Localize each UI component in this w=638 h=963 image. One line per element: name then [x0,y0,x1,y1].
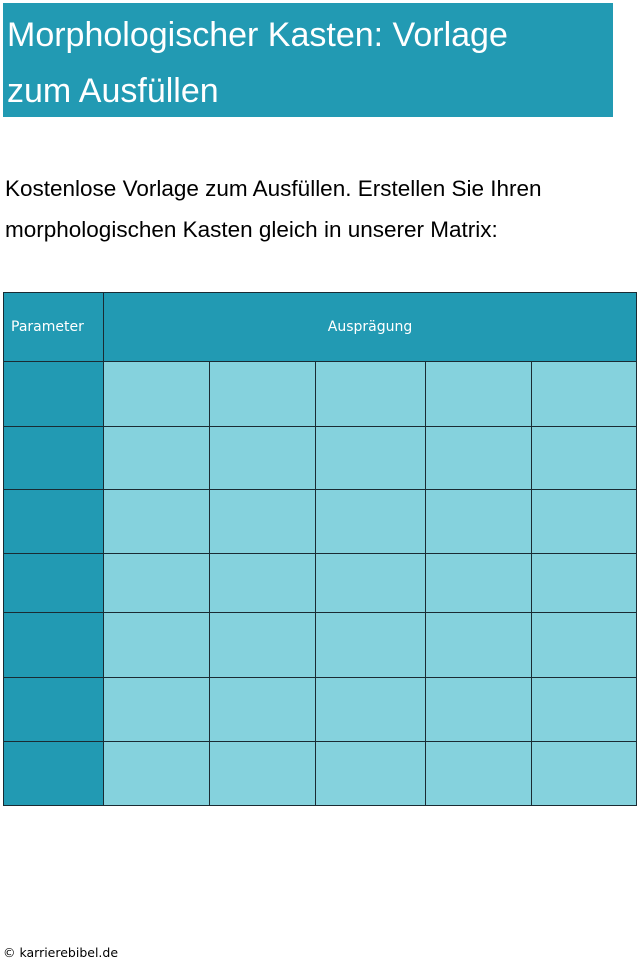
auspraegung-cell[interactable] [104,742,210,806]
page-title [7,7,609,119]
auspraegung-cell[interactable] [532,490,637,554]
auspraegung-cell[interactable] [210,742,316,806]
parameter-cell[interactable] [4,362,104,427]
auspraegung-cell[interactable] [210,613,316,678]
auspraegung-cell[interactable] [426,554,532,613]
copyright-footer: © karrierebibel.de [3,945,119,960]
auspraegung-cell[interactable] [316,554,426,613]
parameter-cell[interactable] [4,490,104,554]
matrix-row [4,490,637,554]
auspraegung-cell[interactable] [426,613,532,678]
auspraegung-cell[interactable] [532,742,637,806]
auspraegung-cell[interactable] [426,362,532,427]
intro-text [5,168,635,250]
intro-line-1: Kostenlose Vorlage zum Ausfüllen. Erstellen Sie Ihren [5,176,542,201]
auspraegung-cell[interactable] [426,427,532,490]
parameter-cell[interactable] [4,742,104,806]
auspraegung-cell[interactable] [426,742,532,806]
auspraegung-cell[interactable] [104,362,210,427]
auspraegung-cell[interactable] [104,613,210,678]
parameter-cell[interactable] [4,613,104,678]
auspraegung-cell[interactable] [426,678,532,742]
parameter-cell[interactable] [4,554,104,613]
page-title-line-2: zum Ausfüllen [7,72,219,110]
auspraegung-cell[interactable] [532,613,637,678]
auspraegung-cell[interactable] [532,678,637,742]
matrix-row [4,613,637,678]
auspraegung-cell[interactable] [316,490,426,554]
parameter-cell[interactable] [4,427,104,490]
auspraegung-header: Ausprägung [104,293,637,362]
matrix-body [4,362,637,806]
page-title-line-1: Morphologischer Kasten: Vorlage [7,16,508,54]
auspraegung-cell[interactable] [316,362,426,427]
parameter-header: Parameter [4,293,104,362]
auspraegung-cell[interactable] [532,554,637,613]
auspraegung-cell[interactable] [210,678,316,742]
auspraegung-cell[interactable] [210,362,316,427]
auspraegung-cell[interactable] [532,427,637,490]
auspraegung-cell[interactable] [316,742,426,806]
auspraegung-cell[interactable] [210,427,316,490]
auspraegung-cell[interactable] [532,362,637,427]
auspraegung-cell[interactable] [316,678,426,742]
auspraegung-cell[interactable] [316,427,426,490]
intro-line-2: morphologischen Kasten gleich in unserer Matrix: [5,217,498,242]
auspraegung-cell[interactable] [316,613,426,678]
auspraegung-cell[interactable] [426,490,532,554]
auspraegung-cell[interactable] [210,554,316,613]
matrix-row [4,554,637,613]
matrix-row [4,742,637,806]
matrix-header-row [4,293,637,362]
matrix-row [4,678,637,742]
title-banner [3,3,613,117]
auspraegung-cell[interactable] [104,490,210,554]
auspraegung-cell[interactable] [104,678,210,742]
auspraegung-cell[interactable] [210,490,316,554]
matrix-row [4,427,637,490]
matrix-row [4,362,637,427]
morphological-matrix [3,292,637,806]
parameter-cell[interactable] [4,678,104,742]
auspraegung-cell[interactable] [104,427,210,490]
auspraegung-cell[interactable] [104,554,210,613]
